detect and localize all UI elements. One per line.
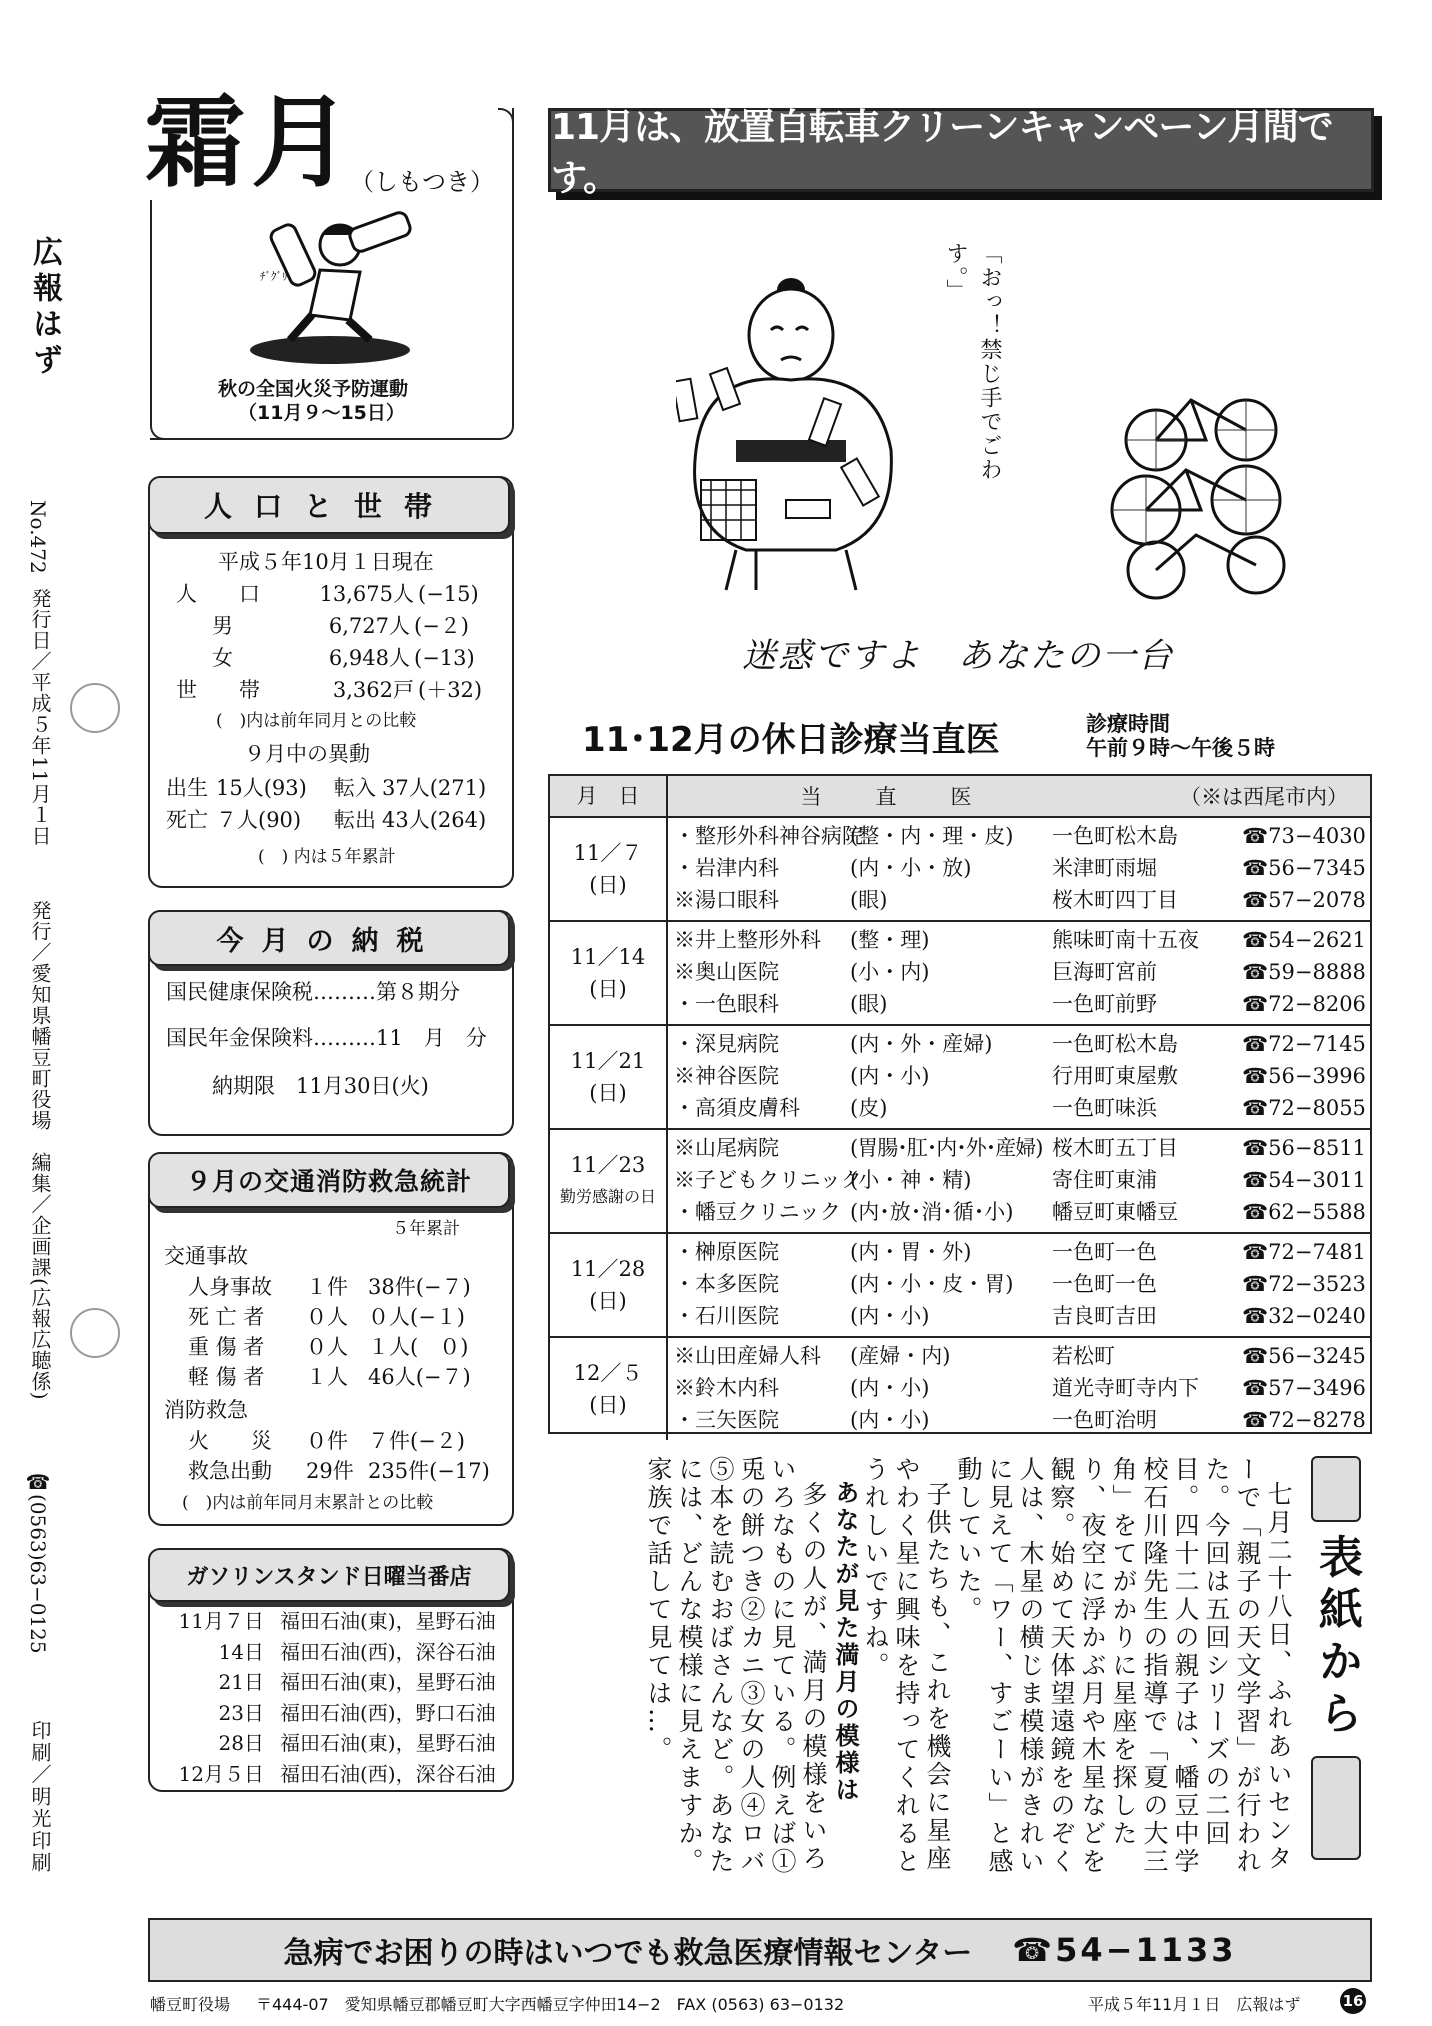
clinic-row xyxy=(668,956,1370,988)
clinic-addr: 熊味町南十五夜 xyxy=(1052,928,1199,952)
clinic-date-group xyxy=(550,1026,1370,1130)
clinic-row xyxy=(668,820,1370,852)
cover-subheading: あなたが見た満月の模様は xyxy=(831,1480,859,1804)
clinic-row xyxy=(668,1092,1370,1124)
clinic-tel: ☎72−8278 xyxy=(1242,1408,1366,1432)
clinic-row xyxy=(668,1268,1370,1300)
clinic-name: ※山田産婦人科 xyxy=(674,1344,821,1368)
clinic-tel: ☎72−8055 xyxy=(1242,1096,1366,1120)
emergency-bar xyxy=(148,1918,1372,1982)
clinic-tel: ☎56−3996 xyxy=(1242,1064,1366,1088)
clinic-dept: (整・理) xyxy=(850,928,930,952)
footer-page-number: 16 xyxy=(1340,1988,1366,2014)
gas-header xyxy=(148,1548,510,1602)
spine-paper-name: 広報はず xyxy=(27,236,62,380)
clinic-table-header xyxy=(550,776,1370,818)
clinic-date-group xyxy=(550,1234,1370,1338)
population-title: 人口と世帯 xyxy=(203,490,454,523)
clinic-row xyxy=(668,1132,1370,1164)
clinic-row xyxy=(668,1372,1370,1404)
clinic-rows xyxy=(668,1234,1370,1336)
clinic-dept: (内･放･消･循･小) xyxy=(850,1200,1014,1224)
campaign-banner xyxy=(548,107,1374,199)
tax-line1: 国民健康保険税………第８期分 xyxy=(166,980,460,1004)
clinic-tel: ☎57−3496 xyxy=(1242,1376,1366,1400)
clinic-addr: 米津町雨堀 xyxy=(1052,856,1157,880)
fire-caption-line1: 秋の全国火災予防運動 xyxy=(218,378,409,400)
clinic-name: ・本多医院 xyxy=(674,1272,779,1296)
clinic-date-group xyxy=(550,1338,1370,1440)
spine-phone: ☎(0563)63−0125 xyxy=(26,1470,50,1654)
clinic-addr: 一色町治明 xyxy=(1052,1408,1157,1432)
gas-title: ガソリンスタンド日曜当番店 xyxy=(186,1564,472,1590)
clinic-dept: (小・神・精) xyxy=(850,1168,972,1192)
clinic-date-cell xyxy=(550,1130,668,1232)
clinic-row xyxy=(668,924,1370,956)
clinic-dept: (小・内) xyxy=(850,960,930,984)
clinic-dept: (内・外・産婦) xyxy=(850,1032,993,1056)
tax-header xyxy=(148,910,510,966)
tax-line2: 国民年金保険料………11 月 分 xyxy=(166,1026,487,1050)
clinic-head-doctor: 当 直 医 xyxy=(800,785,976,809)
clinic-name: ・深見病院 xyxy=(674,1032,779,1056)
traffic-row: 救急出動 29件 235件(−17) xyxy=(188,1459,490,1483)
bicycles-illustration xyxy=(1096,360,1296,600)
clinic-date-cell xyxy=(550,818,668,920)
clinic-addr: 寄住町東浦 xyxy=(1052,1168,1157,1192)
clinic-name: ※奥山医院 xyxy=(674,960,779,984)
clinic-addr: 一色町松木島 xyxy=(1052,824,1178,848)
clinic-addr: 行用町東屋敷 xyxy=(1052,1064,1178,1088)
population-as-of: 平成５年10月１日現在 xyxy=(218,550,434,574)
spine-printer: 印刷／明光印刷 xyxy=(28,1720,52,1874)
clinic-addr: 一色町前野 xyxy=(1052,992,1157,1016)
clinic-dept: (眼) xyxy=(850,992,888,1016)
clinic-tel: ☎57−2078 xyxy=(1242,888,1366,912)
clinic-rows xyxy=(668,1338,1370,1440)
clinic-table xyxy=(548,774,1372,1434)
clinic-tel: ☎56−3245 xyxy=(1242,1344,1366,1368)
clinic-date-cell xyxy=(550,922,668,1024)
traffic-section-fire: 消防救急 xyxy=(164,1398,248,1422)
cover-title: 表紙から xyxy=(1311,1534,1362,1742)
clinic-row xyxy=(668,884,1370,916)
clinic-tel: ☎72−8206 xyxy=(1242,992,1366,1016)
clinic-dept: (内・小) xyxy=(850,1304,930,1328)
spine-publisher: 発行／愛知県幡豆町役場 編集／企画課(広報広聴係) xyxy=(28,900,52,1401)
clinic-dept: (内・小) xyxy=(850,1376,930,1400)
clinic-name: ※湯口眼科 xyxy=(674,888,779,912)
population-movement-title: ９月中の異動 xyxy=(244,742,370,766)
clinic-dept: (整・内・理・皮) xyxy=(850,824,1014,848)
sumo-wrestler-illustration xyxy=(676,250,906,600)
clinic-name: ・岩津内科 xyxy=(674,856,779,880)
masthead-reading: （しもつき） xyxy=(350,168,494,196)
clinic-name: ・三矢医院 xyxy=(674,1408,779,1432)
traffic-rows-accidents xyxy=(188,1272,471,1392)
clinic-name: ※鈴木内科 xyxy=(674,1376,779,1400)
clinic-row xyxy=(668,1196,1370,1228)
clinic-name: ※子どもクリニック xyxy=(674,1168,862,1192)
clinic-head-date: 月 日 xyxy=(550,776,668,816)
clinic-dept: (内・小) xyxy=(850,1064,930,1088)
traffic-header xyxy=(148,1152,510,1208)
clinic-addr: 若松町 xyxy=(1052,1344,1115,1368)
clinic-date: 11／23 xyxy=(570,1153,646,1177)
clinic-date-cell xyxy=(550,1234,668,1336)
clinic-dept: (皮) xyxy=(850,1096,888,1120)
clinic-tel: ☎62−5588 xyxy=(1242,1200,1366,1224)
clinic-rows xyxy=(668,1026,1370,1128)
population-note2: ( ) 内は５年累計 xyxy=(258,847,396,867)
clinic-addr: 一色町味浜 xyxy=(1052,1096,1157,1120)
population-row: 女 6,948人 (−13) xyxy=(212,646,475,670)
clinic-name: ・一色眼科 xyxy=(674,992,779,1016)
svg-text:ﾁﾞｸﾞﾘ: ﾁﾞｸﾞﾘ xyxy=(260,270,288,283)
clinic-tel: ☎56−7345 xyxy=(1242,856,1366,880)
traffic-row: 火 災 ０件 ７件(−２) xyxy=(188,1429,465,1453)
cover-title-box xyxy=(1304,1456,1368,1896)
clinic-tel: ☎56−8511 xyxy=(1242,1136,1366,1160)
sumo-speech-bubble: 「おっ！禁じ手でごわす。」 xyxy=(943,242,1002,482)
tax-deadline: 納期限 11月30日(火) xyxy=(212,1074,429,1098)
population-row: 人 口 13,675人 (−15) xyxy=(176,582,479,606)
clinic-addr: 幡豆町東幡豆 xyxy=(1052,1200,1178,1224)
cover-title-ornament-top xyxy=(1311,1456,1361,1522)
traffic-title: ９月の交通消防救急統計 xyxy=(185,1167,472,1196)
clinic-addr: 一色町一色 xyxy=(1052,1272,1157,1296)
clinic-tel: ☎72−3523 xyxy=(1242,1272,1366,1296)
clinic-date: 11／14 xyxy=(570,945,646,969)
clinic-table-body xyxy=(550,818,1370,1440)
clinic-tel: ☎54−2621 xyxy=(1242,928,1366,952)
clinic-name: ・高須皮膚科 xyxy=(674,1096,800,1120)
clinic-date: 12／５ xyxy=(573,1361,643,1385)
clinic-row xyxy=(668,1404,1370,1436)
cover-paragraph: 七月二十八日、ふれあいセンターで「親子の天文学習」が行われた。今回は五回シリーズの二回目。四十二人の親子は、幡豆中学校石川隆先生の指導で「夏の大三角」をてがかりに星座を探したり、夜空に浮かぶ月や木星などを観察。始めて天体望遠鏡をのぞく人は、木星の横じま模様がきれいに見えて「ワー、すごーい」と感動していた。 xyxy=(954,1456,1293,1876)
clinic-rows xyxy=(668,818,1370,920)
clinic-day: (日) xyxy=(589,873,627,897)
spine-date-line: 発行日／平成５年11月１日 xyxy=(28,588,52,847)
clinic-day: 勤労感謝の日 xyxy=(559,1187,656,1206)
clinic-tel: ☎72−7481 xyxy=(1242,1240,1366,1264)
clinic-head-note: （※は西尾市内） xyxy=(1180,785,1348,809)
population-row: 男 6,727人 (−２) xyxy=(212,614,469,638)
masthead-title: 霜月 xyxy=(145,83,357,201)
clinic-tel: ☎32−0240 xyxy=(1242,1304,1366,1328)
clinic-row xyxy=(668,988,1370,1020)
clinic-date: 11／21 xyxy=(570,1049,646,1073)
clinic-row xyxy=(668,1164,1370,1196)
campaign-slogan: 迷惑ですよ あなたの一台 xyxy=(742,636,1174,676)
clinic-hours-label: 診療時間 xyxy=(1086,712,1170,736)
clinic-dept: (胃腸･肛･内･外･産婦) xyxy=(850,1136,1043,1160)
campaign-banner-text: 11月は、放置自転車クリーンキャンペーン月間です。 xyxy=(551,107,1333,199)
clinic-addr: 道光寺町寺内下 xyxy=(1052,1376,1199,1400)
gas-row: 28日 福田石油(東)，星野石油 xyxy=(218,1731,496,1755)
cover-article xyxy=(540,1456,1294,1886)
clinic-tel: ☎72−7145 xyxy=(1242,1032,1366,1056)
cover-paragraph: 多くの人が、満月の模様をいろいろなものに見ている。例えば①兎の餅つき②カニ③女の人④ロバ⑤本を読むおばさんなど。あなたには、どんな模様に見えますか。家族で話して見ては…。 xyxy=(644,1456,828,1876)
clinic-date: 11／７ xyxy=(573,841,643,865)
traffic-note: ( )内は前年同月末累計との比較 xyxy=(182,1493,434,1513)
clinic-name: ・整形外科神谷病院 xyxy=(674,824,863,848)
footer-address: 〒444-07 愛知県幡豆郡幡豆町大字西幡豆字仲田14−2 FAX (0563) 63−0132 xyxy=(256,1995,845,2014)
tax-title: 今月の納税 xyxy=(216,925,442,957)
clinic-addr: 桜木町五丁目 xyxy=(1052,1136,1178,1160)
clinic-dept: (眼) xyxy=(850,888,888,912)
clinic-name: ※神谷医院 xyxy=(674,1064,779,1088)
masthead-frame-left xyxy=(150,200,166,440)
movement-row: 死亡 ７人(90) 転出 43人(264) xyxy=(166,808,487,832)
spine-issue-no: No.472 xyxy=(26,500,50,574)
clinic-dept: (産婦・内) xyxy=(850,1344,951,1368)
cover-paragraph: 子供たちも、これを機会に星座やわく星に興味を持ってくれるとうれしいですね。 xyxy=(861,1456,952,1876)
clinic-tel: ☎59−8888 xyxy=(1242,960,1366,984)
traffic-row: 重 傷 者 ０人 １人( ０) xyxy=(188,1335,469,1359)
clinic-row xyxy=(668,1028,1370,1060)
clinic-day: (日) xyxy=(589,1289,627,1313)
footer-office: 幡豆町役場 xyxy=(150,1995,231,2014)
clinic-row xyxy=(668,1300,1370,1332)
clinic-title: 11･12月の休日診療当直医 xyxy=(582,720,1000,760)
clinic-tel: ☎54−3011 xyxy=(1242,1168,1366,1192)
clinic-addr: 桜木町四丁目 xyxy=(1052,888,1178,912)
fire-prevention-illustration xyxy=(240,200,420,370)
clinic-name: ・幡豆クリニック xyxy=(674,1200,841,1224)
clinic-name: ・榊原医院 xyxy=(674,1240,779,1264)
clinic-row xyxy=(668,1060,1370,1092)
traffic-row: 死 亡 者 ０人 ０人(−１) xyxy=(188,1305,465,1329)
clinic-name: ※井上整形外科 xyxy=(674,928,821,952)
clinic-date: 11／28 xyxy=(570,1257,646,1281)
clinic-row xyxy=(668,1236,1370,1268)
binder-hole-bottom xyxy=(70,1308,120,1358)
clinic-hours: 午前９時～午後５時 xyxy=(1086,736,1275,760)
traffic-cumulative-label: ５年累計 xyxy=(392,1219,460,1239)
population-movement xyxy=(166,772,486,836)
gas-row: 23日 福田石油(西)，野口石油 xyxy=(218,1700,496,1725)
clinic-row xyxy=(668,852,1370,884)
clinic-rows xyxy=(668,1130,1370,1232)
clinic-day: (日) xyxy=(589,1081,627,1105)
traffic-section-accidents: 交通事故 xyxy=(164,1244,248,1268)
population-header xyxy=(148,476,510,534)
clinic-day: (日) xyxy=(589,1393,627,1417)
clinic-date-cell xyxy=(550,1026,668,1128)
binder-hole-top xyxy=(70,683,120,733)
clinic-date-cell xyxy=(550,1338,668,1440)
movement-row: 出生 15人(93) 転入 37人(271) xyxy=(166,776,487,800)
clinic-addr: 吉良町吉田 xyxy=(1052,1304,1157,1328)
emergency-phone: ☎54−1133 xyxy=(1012,1931,1237,1969)
clinic-dept: (内・小・放) xyxy=(850,856,972,880)
clinic-date-group xyxy=(550,922,1370,1026)
gas-rows xyxy=(164,1606,496,1789)
masthead-frame-right xyxy=(498,108,514,170)
clinic-dept: (内・胃・外) xyxy=(850,1240,972,1264)
clinic-addr: 巨海町宮前 xyxy=(1052,960,1157,984)
traffic-rows-fire xyxy=(188,1426,490,1486)
clinic-tel: ☎73−4030 xyxy=(1242,824,1366,848)
traffic-row: 人身事故 １件 38件(−７) xyxy=(188,1275,471,1299)
gas-row: 14日 福田石油(西)，深谷石油 xyxy=(218,1639,496,1664)
clinic-date-group xyxy=(550,818,1370,922)
clinic-day: (日) xyxy=(589,977,627,1001)
population-row: 世 帯 3,362戸 (＋32) xyxy=(176,678,483,702)
population-rows xyxy=(172,578,502,706)
traffic-row: 軽 傷 者 １人 46人(−７) xyxy=(188,1365,471,1389)
clinic-row xyxy=(668,1340,1370,1372)
emergency-text: 急病でお困りの時はいつでも救急医療情報センター xyxy=(283,1936,973,1971)
clinic-rows xyxy=(668,922,1370,1024)
clinic-addr: 一色町松木島 xyxy=(1052,1032,1178,1056)
clinic-date-group xyxy=(550,1130,1370,1234)
gas-row: 21日 福田石油(東)，星野石油 xyxy=(218,1670,496,1694)
clinic-dept: (内・小・皮・胃) xyxy=(850,1272,1014,1296)
clinic-dept: (内・小) xyxy=(850,1408,930,1432)
gas-row: 12月５日 福田石油(西)，深谷石油 xyxy=(178,1761,496,1786)
clinic-addr: 一色町一色 xyxy=(1052,1240,1157,1264)
clinic-name: ・石川医院 xyxy=(674,1304,779,1328)
cover-title-ornament-bottom xyxy=(1311,1756,1361,1860)
footer-date-name: 平成５年11月１日 広報はず xyxy=(1088,1995,1301,2014)
clinic-name: ※山尾病院 xyxy=(674,1136,779,1160)
population-note1: ( )内は前年同月との比較 xyxy=(216,711,417,731)
gas-row: 11月７日 福田石油(東)，星野石油 xyxy=(178,1609,496,1633)
fire-caption-line2: （11月９～15日） xyxy=(238,402,405,424)
